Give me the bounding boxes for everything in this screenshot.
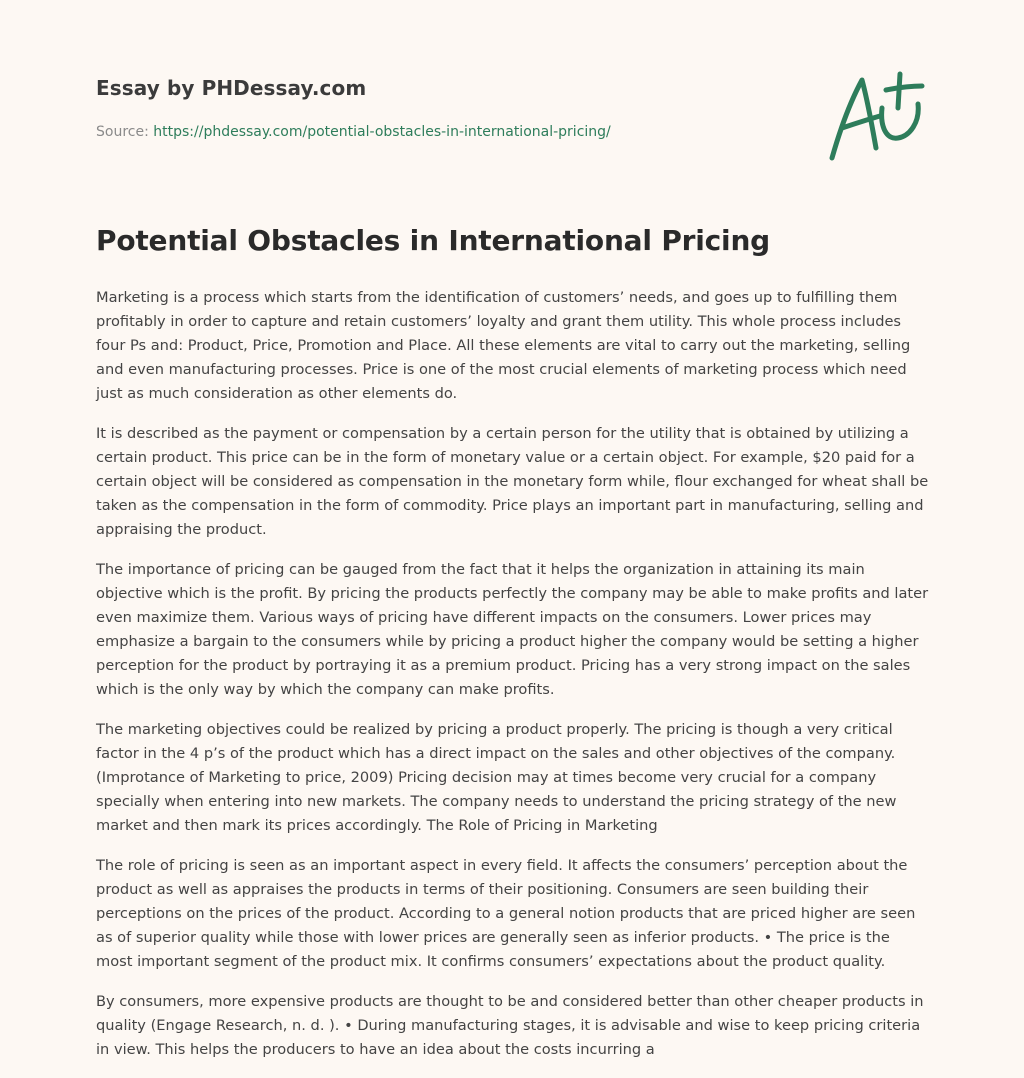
page-title: Potential Obstacles in International Pricing: [96, 224, 771, 257]
paragraph: The importance of pricing can be gauged from the fact that it helps the organization in attaining its main objective which is the profit. By pricing the products perfectly the company may be able to make profits and later even maximize them. Various ways of pricing have different impacts on the consumers. Lower prices may emphasize a bargain to the consumers while by pricing a product higher the company would be setting a higher perception for the product by portraying it as a premium product. Pricing has a very strong impact on the sales which is the only way by which the company can make profits.: [96, 561, 929, 698]
paragraph: By consumers, more expensive products are thought to be and considered better than other cheaper products in quality (Engage Research, n. d. ). • During manufacturing stages, it is advisable and wise to keep pricing criteria in view. This helps the producers to have an idea about the costs incurring a: [96, 993, 924, 1058]
source-line: [96, 124, 611, 140]
source-link[interactable]: https://phdessay.com/potential-obstacles-in-international-pricing/: [153, 124, 611, 140]
paragraph: Marketing is a process which starts from the identification of customers’ needs, and goes up to fulfilling them profitably in order to capture and retain customers’ loyalty and grant them utility. This whole process includes four Ps and: Product, Price, Promotion and Place. All these elements are vital to carry out the marketing, selling and even manufacturing processes. Price is one of the most crucial elements of marketing process which need just as much consideration as other elements do.: [96, 289, 911, 402]
paragraph: The marketing objectives could be realized by pricing a product properly. The pricing is though a very critical factor in the 4 p’s of the product which has a direct impact on the sales and other objectives of the company. (Improtance of Marketing to price, 2009) Pricing decision may at times become very crucial for a company specially when entering into new markets. The company needs to understand the pricing strategy of the new market and then mark its prices accordingly. The Role of Pricing in Marketing: [96, 721, 897, 834]
source-label: Source:: [96, 124, 149, 140]
paragraph: It is described as the payment or compensation by a certain person for the utility that is obtained by utilizing a certain product. This price can be in the form of monetary value or a certain object. For example, $20 paid for a certain object will be considered as compensation in the monetary form while, flour exchanged for wheat shall be taken as the compensation in the form of commodity. Price plays an important part in manufacturing, selling and appraising the product.: [96, 425, 929, 538]
brand-title: Essay by PHDessay.com: [96, 76, 367, 100]
a-plus-logo-icon: [826, 68, 926, 164]
article-body: [96, 286, 930, 1078]
paragraph: The role of pricing is seen as an important aspect in every field. It affects the consumers’ perception about the product as well as appraises the products in terms of their positioning. Consumers are seen building their perceptions on the prices of the product. According to a general notion products that are priced higher are seen as of superior quality while those with lower prices are generally seen as inferior products. • The price is the most important segment of the product mix. It confirms consumers’ expectations about the product quality.: [96, 857, 916, 970]
